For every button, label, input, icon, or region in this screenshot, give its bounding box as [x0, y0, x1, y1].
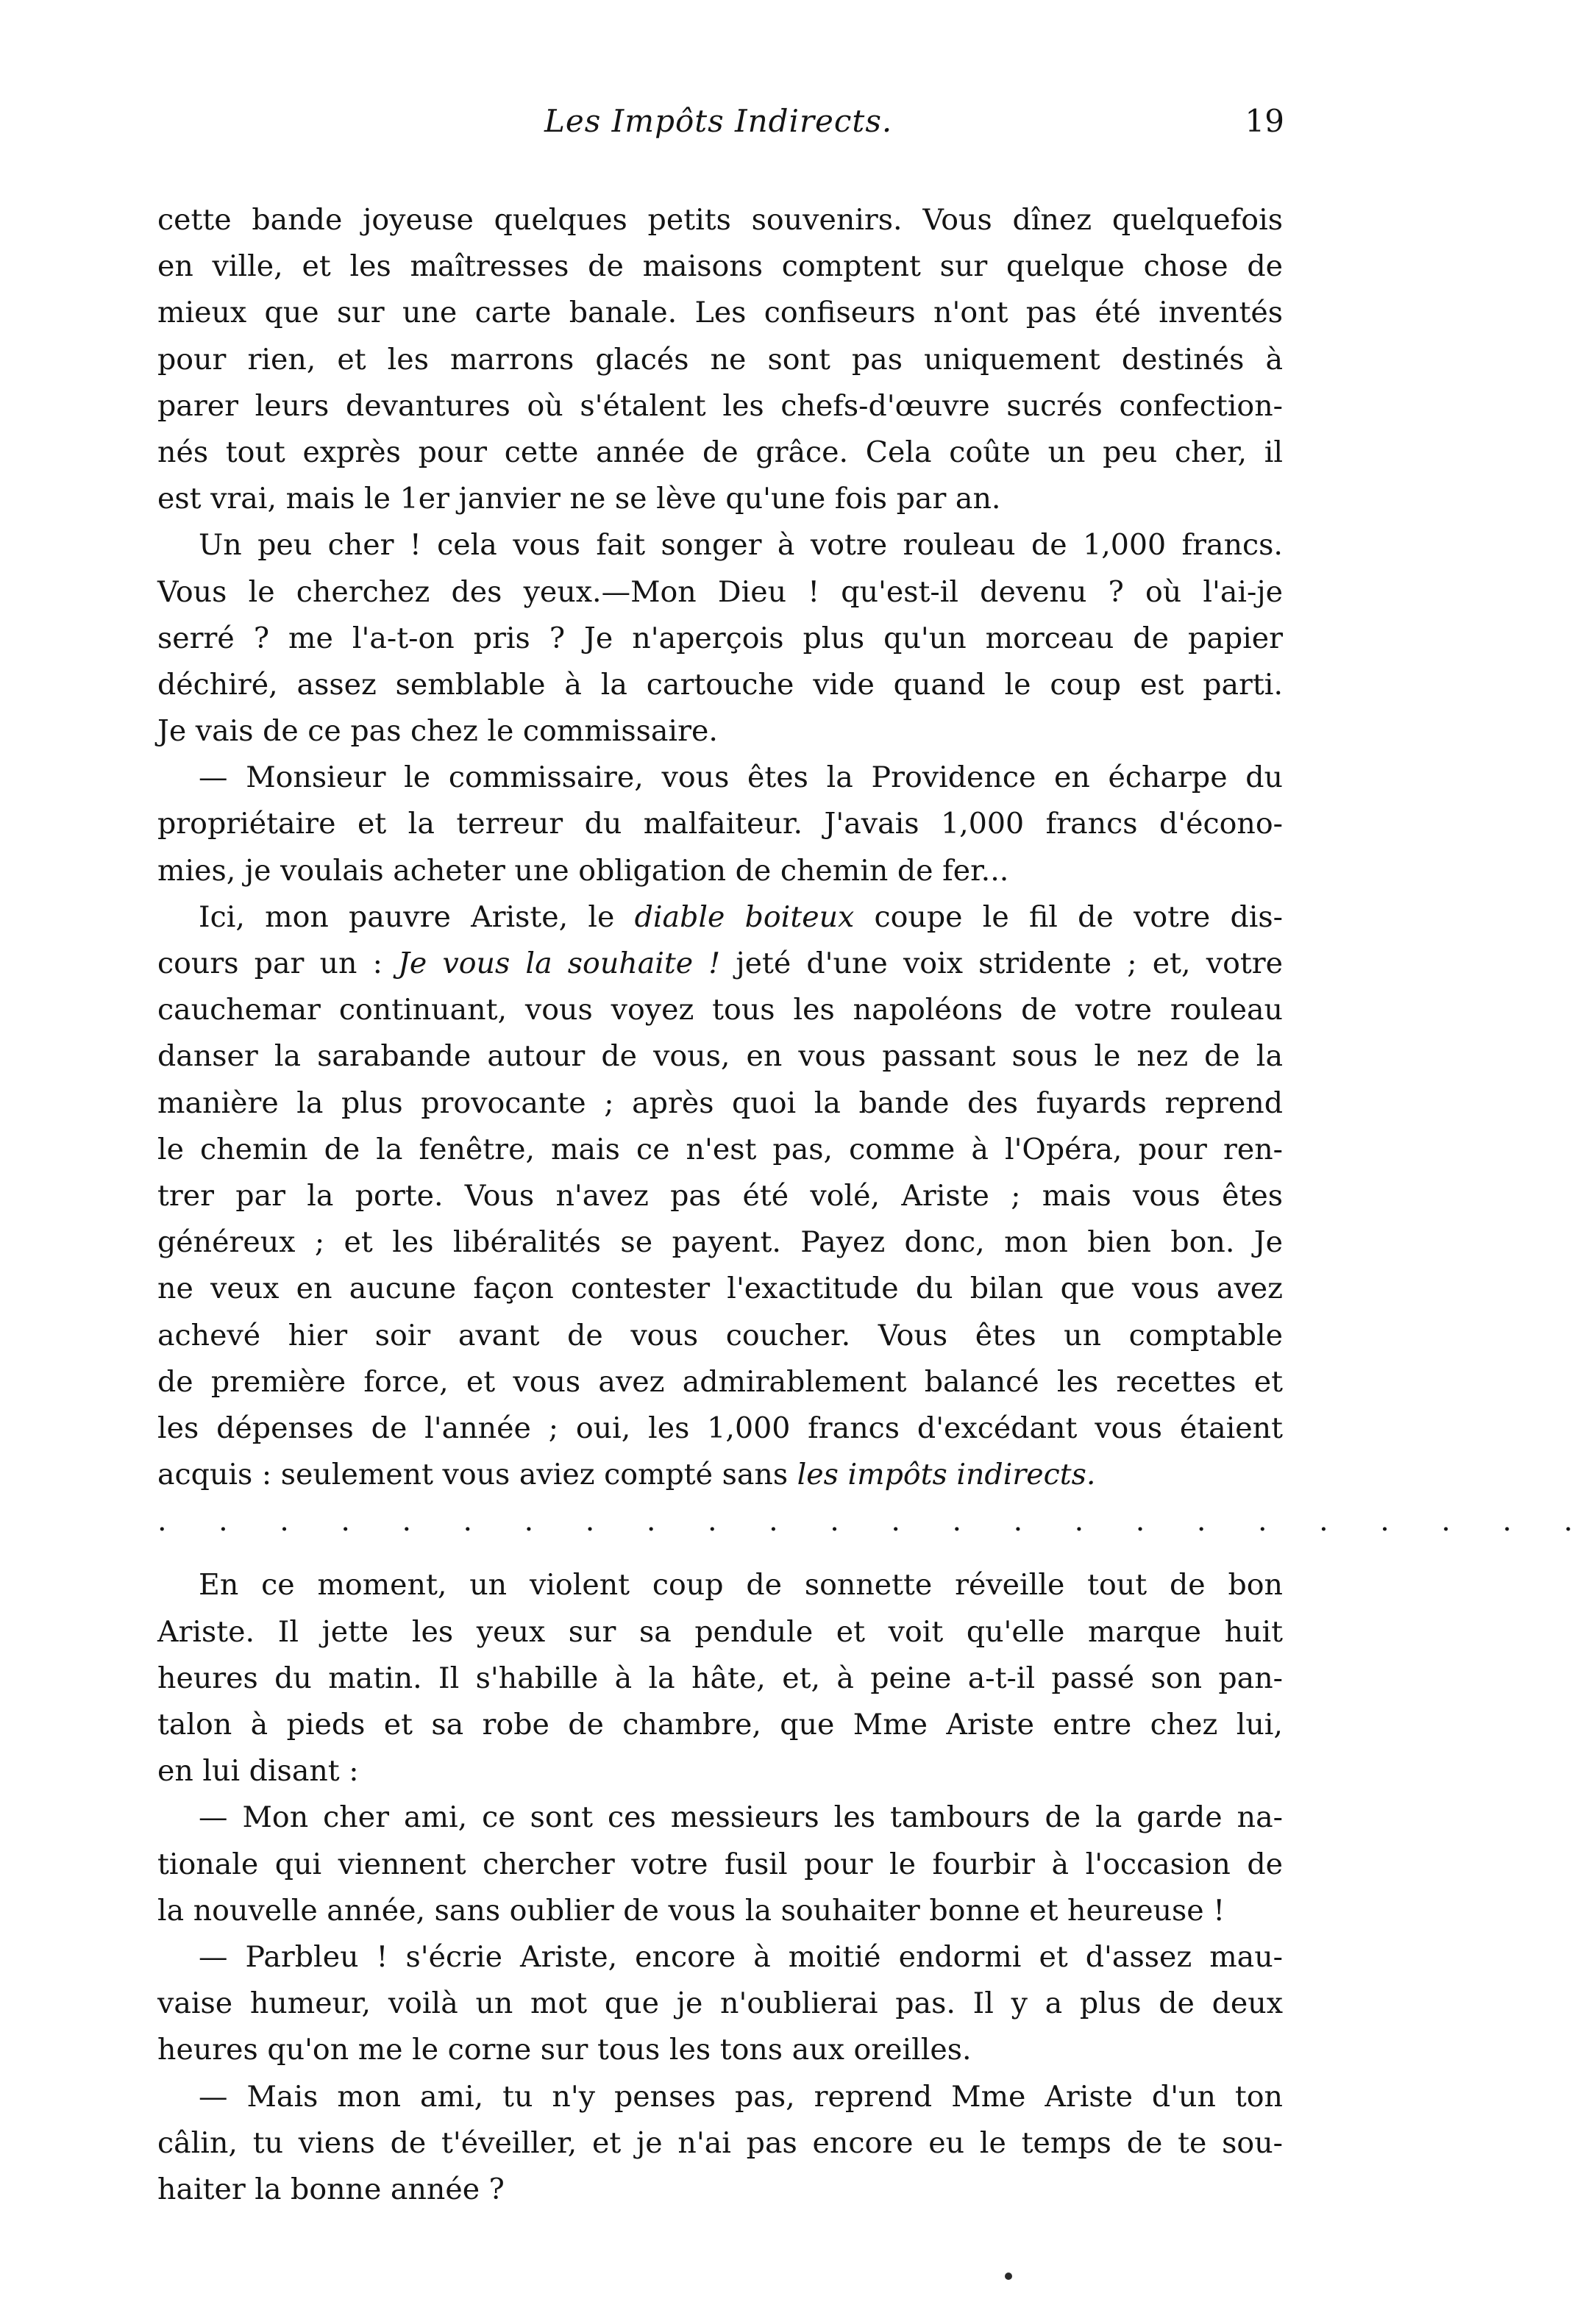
- paragraph: [157, 2074, 1283, 2214]
- text-line: généreux ; et les libéralités se payent. Payez donc, mon bien bon. Je: [157, 1225, 1283, 1260]
- text-line: de première force, et vous avez admirablement balancé les recettes et: [157, 1364, 1283, 1399]
- text-line: parer leurs devantures où s'étalent les chefs-d'œuvre sucrés confection-: [157, 388, 1283, 423]
- spacer: [157, 1544, 1283, 1562]
- text-line: haiter la bonne année ?: [157, 2172, 505, 2206]
- text-line: — Parbleu ! s'écrie Ariste, encore à moitié endormi et d'assez mau-: [199, 1939, 1283, 1974]
- text-line: danser la sarabande autour de vous, en vous passant sous le nez de la: [157, 1039, 1283, 1074]
- text-line: cette bande joyeuse quelques petits souvenirs. Vous dînez quelquefois: [157, 203, 1283, 237]
- text-line: vaise humeur, voilà un mot que je n'oublierai pas. Il y a plus de deux: [157, 1986, 1283, 2021]
- text-span: coupe le fil de votre dis-: [854, 899, 1283, 934]
- text-line: talon à pieds et sa robe de chambre, que Mme Ariste entre chez lui,: [157, 1708, 1283, 1742]
- text-line: serré ? me l'a-t-on pris ? Je n'aperçois plus qu'un morceau de papier: [157, 621, 1283, 655]
- text-line: tionale qui viennent chercher votre fusil pour le fourbir à l'occasion de: [157, 1847, 1283, 1881]
- dotted-separator: . . . . . . . . . . . . . . . . . . . . . . . .: [157, 1504, 1594, 1539]
- ink-dot: [1005, 2273, 1012, 2280]
- paragraph: [157, 755, 1283, 894]
- text-line: Vous le cherchez des yeux.—Mon Dieu ! qu'est-il devenu ? où l'ai-je: [157, 574, 1283, 609]
- text-line: mieux que sur une carte banale. Les confiseurs n'ont pas été inventés: [157, 296, 1283, 330]
- text-line: mies, je voulais acheter une obligation de chemin de fer...: [157, 853, 1009, 888]
- body-text: [157, 197, 1594, 2213]
- text-line: manière la plus provocante ; après quoi la bande des fuyards reprend: [157, 1086, 1283, 1120]
- text-line: déchiré, assez semblable à la cartouche vide quand le coup est parti.: [157, 667, 1283, 702]
- paragraph: [157, 1794, 1283, 1934]
- paragraph: [157, 522, 1283, 755]
- paragraph: [157, 1934, 1283, 2074]
- text-line: cauchemar continuant, vous voyez tous les napoléons de votre rouleau: [157, 993, 1283, 1027]
- italic-text: diable boiteux: [634, 899, 855, 934]
- text-line: câlin, tu viens de t'éveiller, et je n'ai pas encore eu le temps de te sou-: [157, 2125, 1283, 2160]
- text-span: jeté d'une voix stridente ; et, votre: [720, 947, 1283, 980]
- text-line: Un peu cher ! cela vous fait songer à votre rouleau de 1,000 francs.: [199, 528, 1283, 563]
- page-header: [154, 103, 1284, 154]
- text-line: les dépenses de l'année ; oui, les 1,000 francs d'excédant vous étaient: [157, 1411, 1283, 1445]
- text-line: Ariste. Il jette les yeux sur sa pendule et voit qu'elle marque huit: [157, 1614, 1283, 1649]
- text-line: est vrai, mais le 1er janvier ne se lève qu'une fois par an.: [157, 482, 1001, 516]
- text-line: [157, 1452, 1283, 1498]
- text-line: achevé hier soir avant de vous coucher. Vous êtes un comptable: [157, 1318, 1283, 1352]
- paragraph: [157, 1562, 1283, 1794]
- text-line: heures qu'on me le corne sur tous les tons aux oreilles.: [157, 2033, 972, 2067]
- text-line: trer par la porte. Vous n'avez pas été volé, Ariste ; mais vous êtes: [157, 1178, 1283, 1213]
- text-span: cours par un :: [157, 947, 399, 980]
- text-span: acquis : seulement vous aviez compté sans: [157, 1458, 797, 1492]
- text-line: en lui disant :: [157, 1754, 359, 1789]
- text-line: ne veux en aucune façon contester l'exactitude du bilan que vous avez: [157, 1272, 1283, 1306]
- text-line: Je vais de ce pas chez le commissaire.: [157, 714, 718, 749]
- italic-text: les impôts indirects.: [797, 1458, 1096, 1492]
- text-line: [157, 894, 1283, 941]
- text-line: propriétaire et la terreur du malfaiteur. J'avais 1,000 francs d'écono-: [157, 807, 1283, 841]
- text-line: — Mon cher ami, ce sont ces messieurs les tambours de la garde na-: [199, 1800, 1283, 1835]
- text-line: nés tout exprès pour cette année de grâce. Cela coûte un peu cher, il: [157, 435, 1283, 469]
- text-line: heures du matin. Il s'habille à la hâte, et, à peine a-t-il passé son pan-: [157, 1661, 1283, 1695]
- running-title: Les Impôts Indirects.: [544, 103, 893, 139]
- paragraph: [157, 894, 1283, 1498]
- text-line: en ville, et les maîtresses de maisons comptent sur quelque chose de: [157, 249, 1283, 284]
- text-line: pour rien, et les marrons glacés ne sont pas uniquement destinés à: [157, 342, 1283, 377]
- text-line: le chemin de la fenêtre, mais ce n'est pas, comme à l'Opéra, pour ren-: [157, 1132, 1283, 1166]
- text-line: — Mais mon ami, tu n'y penses pas, reprend Mme Ariste d'un ton: [199, 2079, 1283, 2114]
- italic-text: Je vous la souhaite !: [398, 947, 721, 980]
- paragraph: [157, 197, 1283, 522]
- text-span: Ici, mon pauvre Ariste, le: [199, 899, 635, 934]
- page-number: 19: [1245, 103, 1284, 139]
- text-line: [157, 941, 1283, 987]
- text-line: En ce moment, un violent coup de sonnette réveille tout de bon: [199, 1568, 1283, 1603]
- text-line: la nouvelle année, sans oublier de vous la souhaiter bonne et heureuse !: [157, 1893, 1225, 1928]
- text-line: — Monsieur le commissaire, vous êtes la Providence en écharpe du: [199, 760, 1283, 795]
